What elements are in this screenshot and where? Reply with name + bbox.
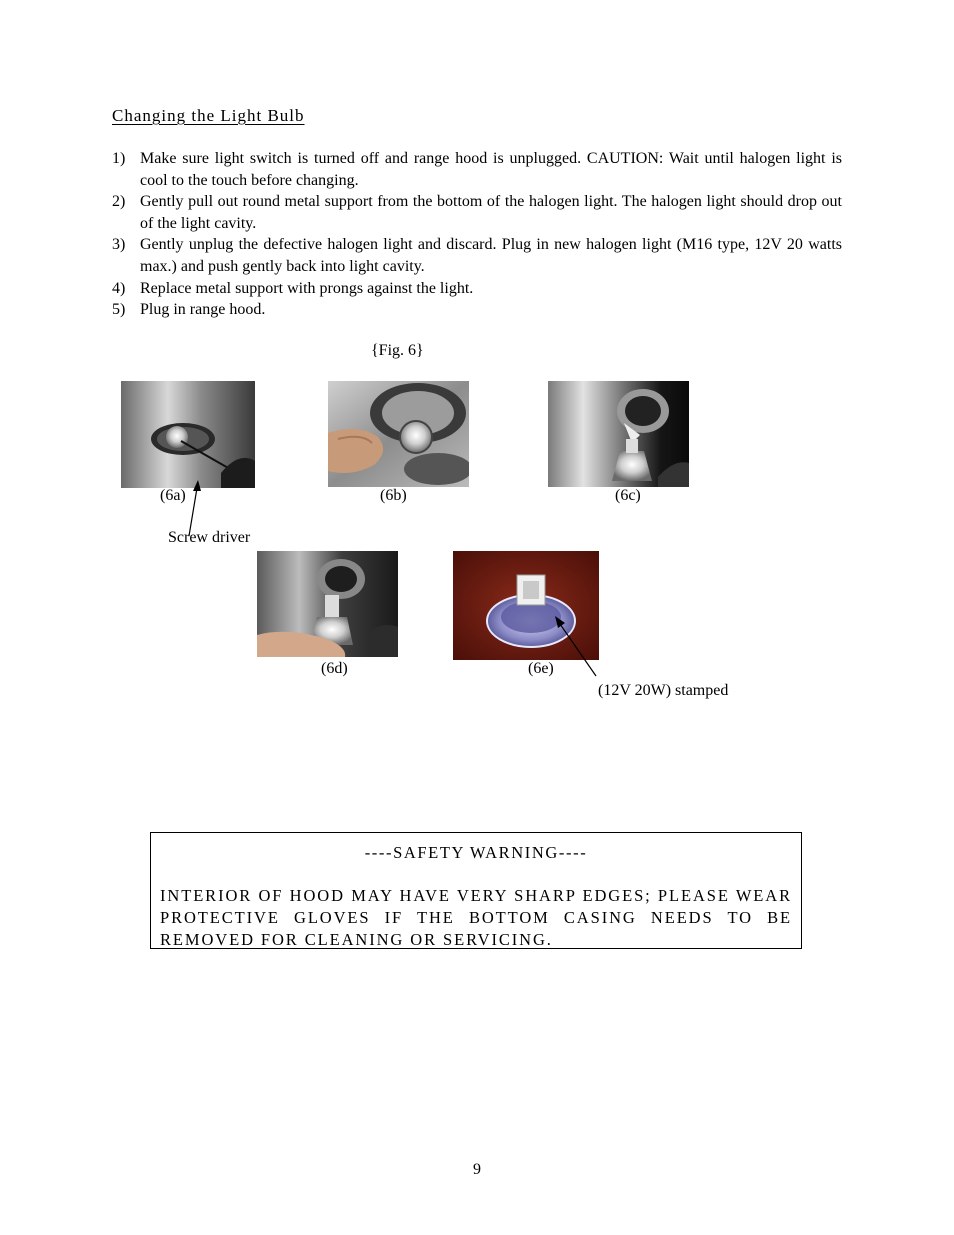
photo-6d [257, 551, 398, 657]
list-item [112, 191, 842, 234]
step-text: Gently pull out round metal support from the bottom of the halogen light. The halogen light should drop out of the light cavity. [140, 193, 842, 232]
warning-title: ----SAFETY WARNING---- [364, 843, 588, 862]
step-text: Replace metal support with prongs against the light. [140, 279, 474, 297]
safety-warning-box [150, 832, 802, 949]
step-number: 1) [112, 150, 126, 167]
step-number: 3) [112, 236, 126, 254]
caption-6d: (6d) [321, 660, 348, 677]
step-number: 4) [112, 279, 126, 297]
instruction-list [112, 148, 842, 321]
photo-6a [121, 381, 255, 488]
caption-6a: (6a) [160, 487, 186, 504]
warning-body: INTERIOR OF HOOD MAY HAVE VERY SHARP EDGES; PLEASE WEAR PROTECTIVE GLOVES IF THE BOTTOM CASING NEEDS TO BE REMOVED FOR CLEANING OR SERVICING. [160, 886, 792, 949]
list-item [112, 234, 842, 277]
caption-6c: (6c) [615, 487, 641, 504]
callout-stamped: (12V 20W) stamped [598, 682, 729, 699]
step-text: Plug in range hood. [140, 301, 266, 319]
list-item [112, 299, 842, 321]
stamped-callout-arrow [548, 610, 600, 680]
section-heading: Changing the Light Bulb [112, 106, 305, 125]
list-item [112, 278, 842, 300]
photo-6c [548, 381, 689, 487]
list-item [112, 148, 842, 191]
callout-screwdriver: Screw driver [168, 529, 251, 546]
caption-6b: (6b) [380, 487, 407, 504]
step-number: 2) [112, 193, 126, 211]
step-text: Gently unplug the defective halogen light and discard. Plug in new halogen light (M16 type, 12V 20 watts max.) and push gently back into light cavity. [140, 236, 842, 275]
step-text: Make sure light switch is turned off and range hood is unplugged. CAUTION: Wait until halogen light is cool to the touch before changing. [140, 150, 842, 189]
caption-6e: (6e) [528, 660, 554, 677]
step-number: 5) [112, 301, 126, 319]
figure-label: {Fig. 6} [371, 342, 424, 359]
photo-6b [328, 381, 469, 487]
page-number: 9 [473, 1161, 481, 1178]
